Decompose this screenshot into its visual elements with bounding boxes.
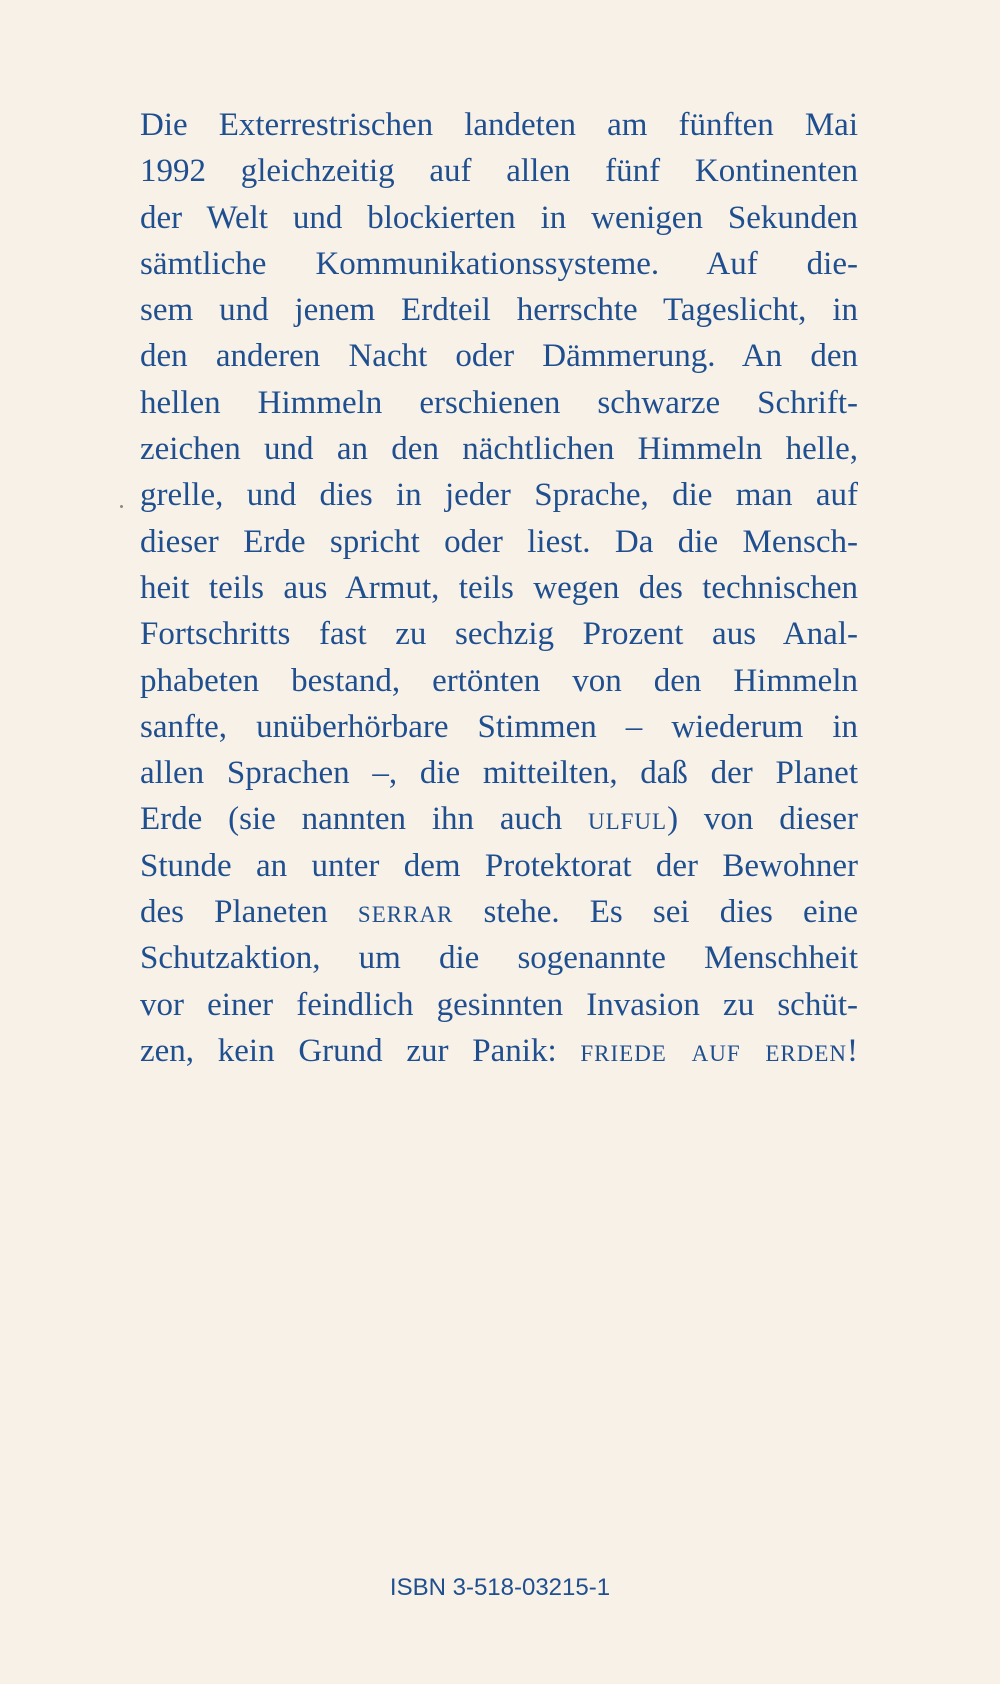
blurb-line (140, 796, 858, 842)
blurb-line: zeichen und an den nächtlichen Himmeln helle, (140, 431, 858, 468)
planet-name-ulful: ulful (587, 801, 668, 838)
line-text: des Planeten (140, 894, 358, 931)
blurb-line: hellen Himmeln erschienen schwarze Schrift- (140, 384, 858, 421)
line-text: ) von dieser (667, 801, 858, 838)
blurb-line: heit teils aus Armut, teils wegen des technischen (140, 569, 858, 606)
blurb-line: dieser Erde spricht oder liest. Da die Mensch- (140, 523, 858, 560)
paper-speck (120, 505, 123, 508)
blurb-line (140, 1028, 858, 1074)
blurb-line: sanfte, unüberhörbare Stimmen – wiederum in (140, 708, 858, 745)
slogan-friede-auf-erden: friede auf erden (580, 1032, 848, 1069)
isbn-number: ISBN 3-518-03215-1 (389, 1574, 611, 1601)
blurb-line: der Welt und blockierten in wenigen Sekunden (140, 199, 858, 236)
blurb-line: 1992 gleichzeitig auf allen fünf Kontinenten (140, 153, 858, 190)
planet-name-serrar: serrar (357, 894, 454, 931)
blurb-line: sem und jenem Erdteil herrschte Tageslicht, in (140, 292, 858, 329)
line-text: ! (847, 1032, 859, 1069)
blurb-line: Fortschritts fast zu sechzig Prozent aus Anal- (140, 616, 858, 653)
blurb-line: grelle, und dies in jeder Sprache, die man auf (140, 477, 858, 514)
line-text: zen, kein Grund zur Panik: (140, 1032, 581, 1069)
line-text: stehe. Es sei dies eine (453, 894, 858, 931)
blurb-line: allen Sprachen –, die mitteilten, daß der Planet (140, 755, 858, 792)
blurb-line: Die Exterrestrischen landeten am fünften Mai (140, 107, 858, 143)
blurb-line: vor einer feindlich gesinnten Invasion zu schüt- (140, 986, 858, 1023)
blurb-line: den anderen Nacht oder Dämmerung. An den (140, 338, 858, 375)
blurb-line (140, 889, 858, 935)
line-text: Erde (sie nannten ihn auch (140, 801, 588, 838)
blurb-line: phabeten bestand, ertönten von den Himmeln (140, 662, 858, 699)
blurb-line: Stunde an unter dem Protektorat der Bewohner (140, 847, 858, 884)
blurb-line: Schutzaktion, um die sogenannte Menschheit (140, 940, 858, 977)
blurb-text (140, 102, 858, 1074)
blurb-line: sämtliche Kommunikationssysteme. Auf die- (140, 245, 858, 282)
